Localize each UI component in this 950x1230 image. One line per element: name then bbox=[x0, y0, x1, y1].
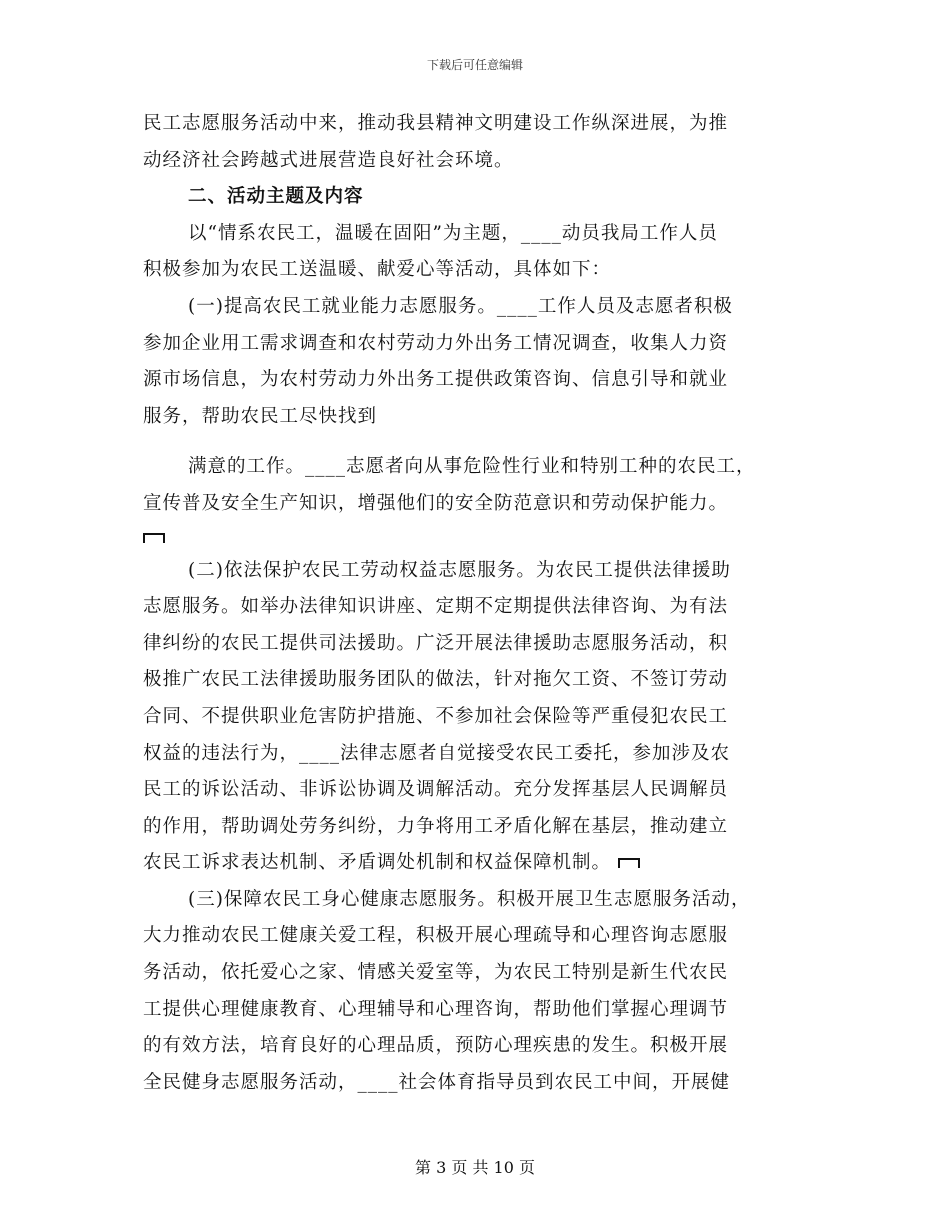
document-body bbox=[143, 106, 808, 1101]
text-line: 极推广农民工法律援助服务团队的做法，针对拖欠工资、不签订劳动 bbox=[143, 669, 729, 691]
text-line: 民工的诉讼活动、非诉讼协调及调解活动。充分发挥基层人民调解员 bbox=[143, 779, 729, 801]
bracket-mark bbox=[618, 858, 640, 868]
text-line: 宣传普及安全生产知识，增强他们的安全防范意识和劳动保护能力。 bbox=[143, 492, 729, 514]
bracket-mark-row bbox=[143, 523, 808, 553]
page-header-note: 下载后可任意编辑 bbox=[426, 58, 523, 72]
text-line: 的作用，帮助调处劳务纠纷，力争将用工矛盾化解在基层，推动建立 bbox=[143, 815, 729, 837]
text-line: 权益的违法行为，____法律志愿者自觉接受农民工委托，参加涉及农 bbox=[143, 742, 731, 764]
text-line: 动经济社会跨越式进展营造良好社会环境。 bbox=[143, 149, 514, 171]
text-line: 务活动，依托爱心之家、情感关爱室等，为农民工特别是新生代农民 bbox=[143, 962, 729, 984]
text-line: (一)提高农民工就业能力志愿服务。____工作人员及志愿者积极 bbox=[188, 295, 733, 317]
section-heading: 二、活动主题及内容 bbox=[188, 186, 364, 208]
text-line: 积极参加为农民工送温暖、献爱心等活动，具体如下： bbox=[143, 259, 612, 281]
text-line: 满意的工作。____志愿者向从事危险性行业和特别工种的农民工， bbox=[188, 456, 756, 478]
text-line: 的有效方法，培育良好的心理品质，预防心理疾患的发生。积极开展 bbox=[143, 1035, 729, 1057]
page-number: 第 3 页 共 10 页 bbox=[415, 1158, 535, 1177]
text-line: 律纠纷的农民工提供司法援助。广泛开展法律援助志愿服务活动，积 bbox=[143, 632, 729, 654]
text-line: (三)保障农民工身心健康志愿服务。积极开展卫生志愿服务活动， bbox=[188, 888, 751, 910]
text-line: 服务，帮助农民工尽快找到 bbox=[143, 405, 378, 427]
text-line: 以“情系农民工，温暖在固阳”为主题，____动员我局工作人员 bbox=[188, 222, 718, 244]
text-line: 参加企业用工需求调查和农村劳动力外出务工情况调查，收集人力资 bbox=[143, 332, 729, 354]
text-line: 合同、不提供职业危害防护措施、不参加社会保险等严重侵犯农民工 bbox=[143, 705, 729, 727]
text-line: (二)依法保护农民工劳动权益志愿服务。为农民工提供法律援助 bbox=[188, 559, 731, 581]
text-line: 工提供心理健康教育、心理辅导和心理咨询，帮助他们掌握心理调节 bbox=[143, 998, 729, 1020]
text-line: 民工志愿服务活动中来，推动我县精神文明建设工作纵深进展，为推 bbox=[143, 113, 729, 134]
text-line-with-mark bbox=[143, 845, 808, 882]
text-line: 全民健身志愿服务活动，____社会体育指导员到农民工中间，开展健 bbox=[143, 1071, 731, 1093]
text-line: 大力推动农民工健康关爱工程，积极开展心理疏导和心理咨询志愿服 bbox=[143, 925, 729, 947]
text-line: 源市场信息，为农村劳动力外出务工提供政策咨询、信息引导和就业 bbox=[143, 369, 729, 391]
text-line: 农民工诉求表达机制、矛盾调处机制和权益保障机制。 bbox=[143, 852, 612, 874]
text-line: 志愿服务。如举办法律知识讲座、定期不定期提供法律咨询、为有法 bbox=[143, 596, 729, 618]
bracket-mark bbox=[143, 533, 165, 543]
